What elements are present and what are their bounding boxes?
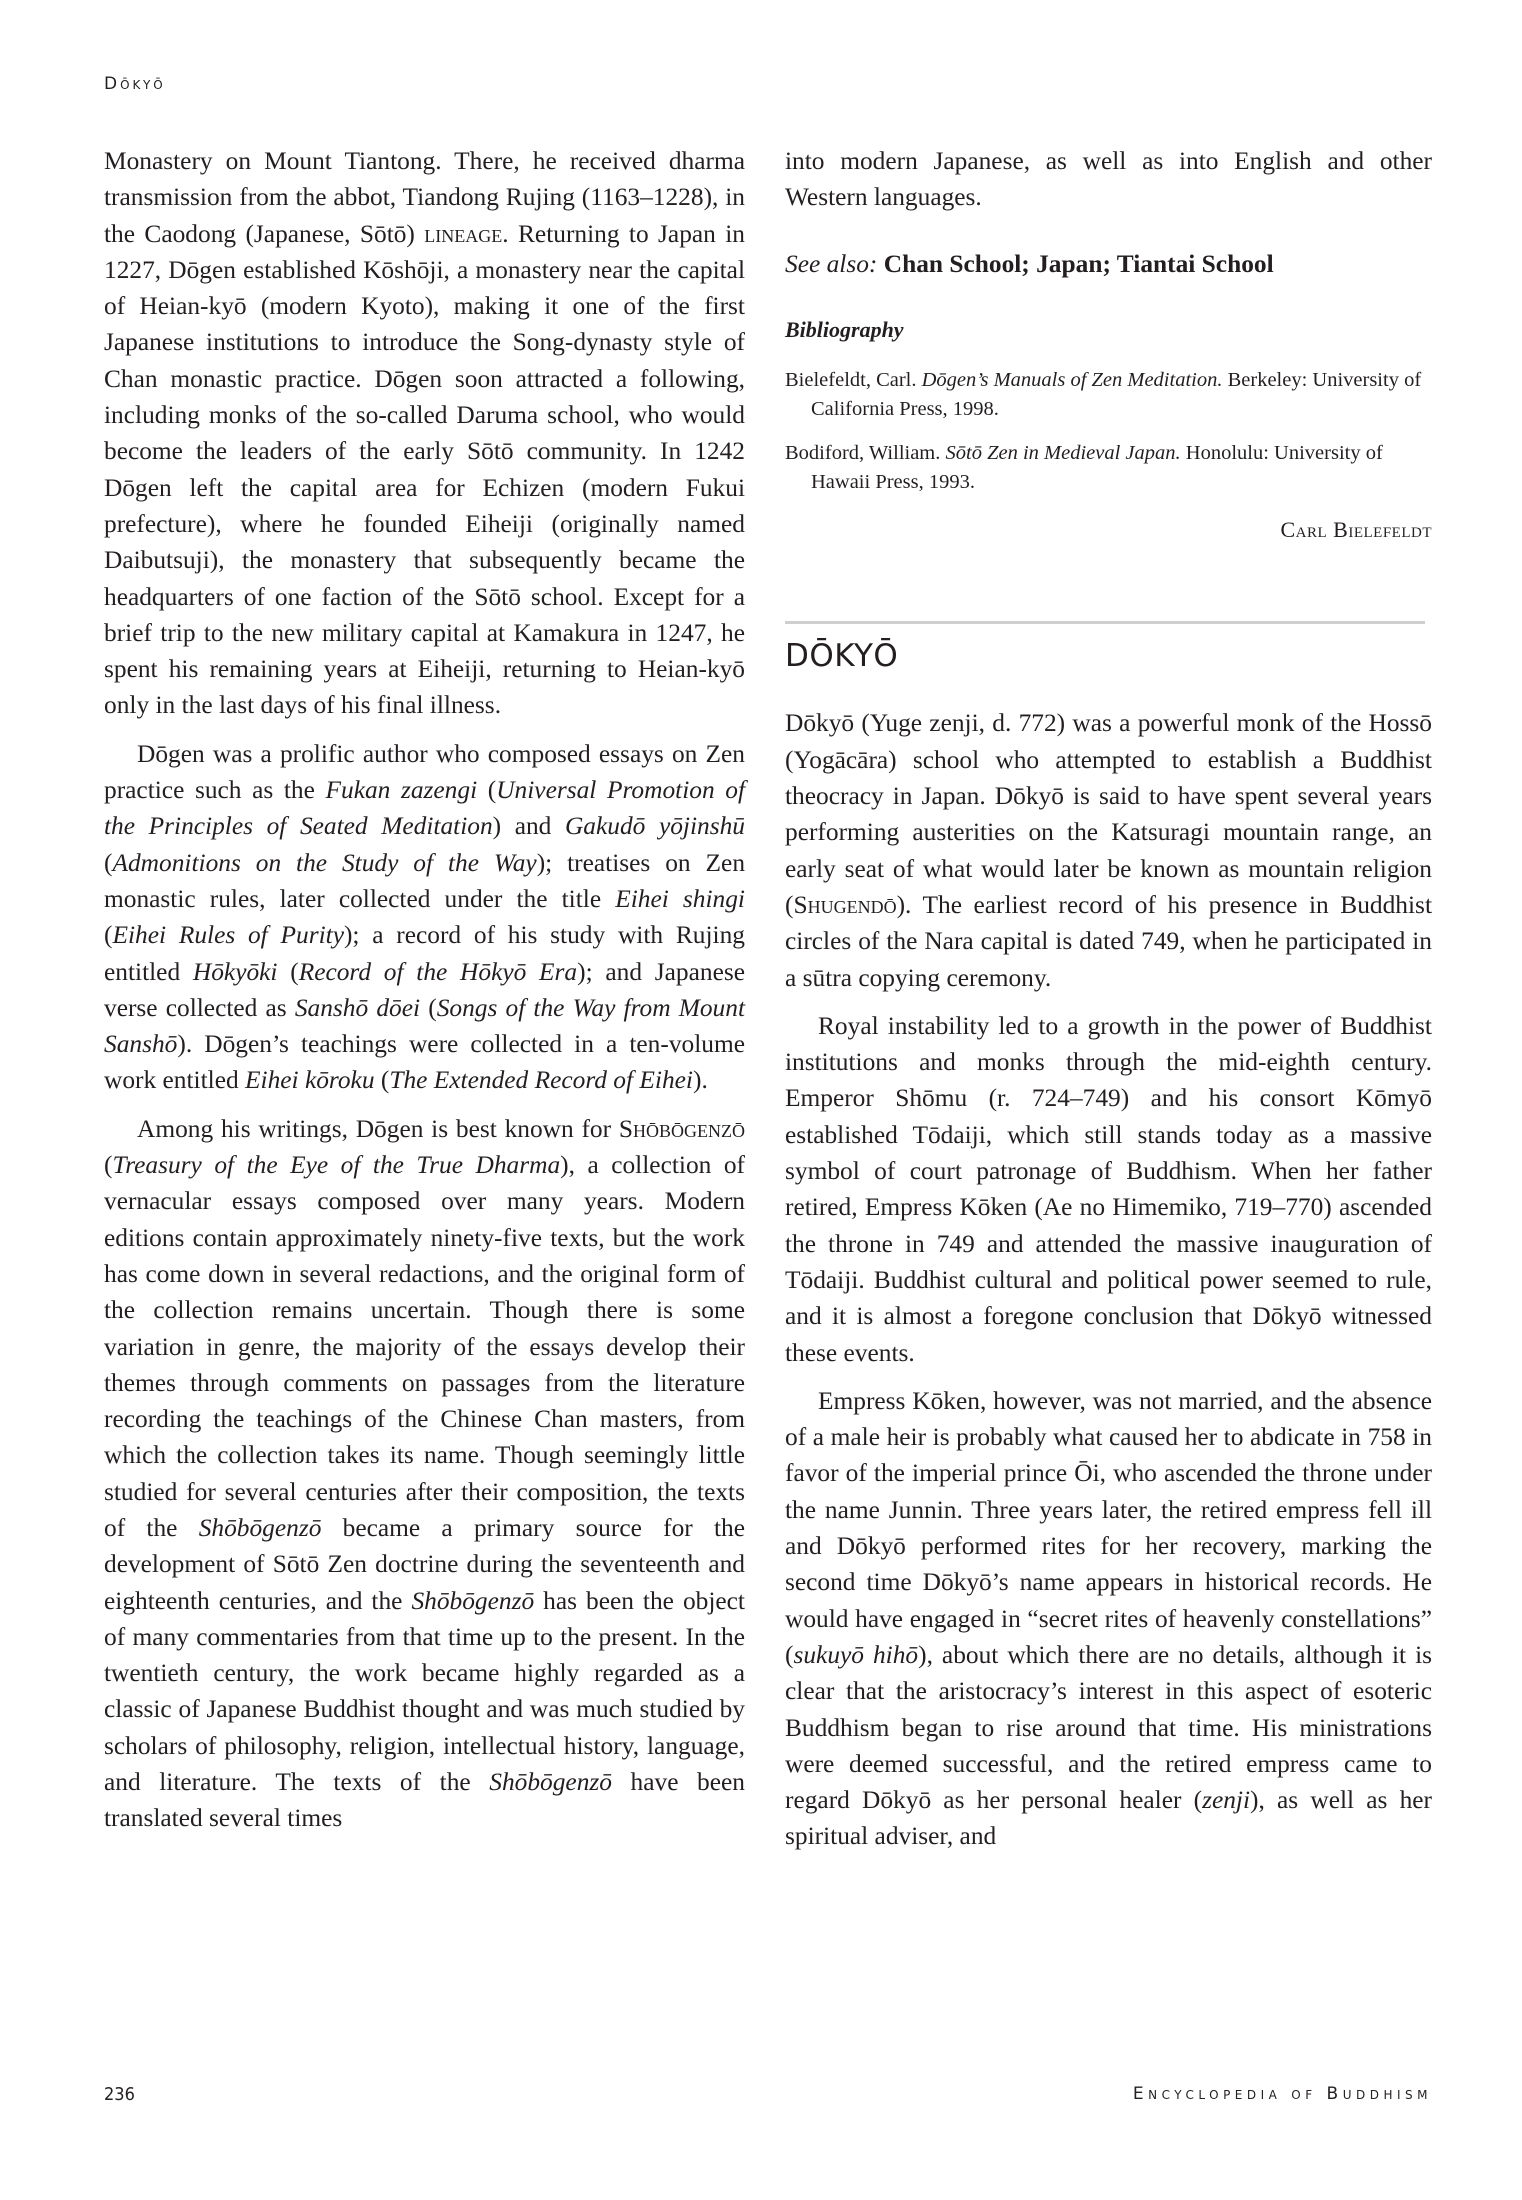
paragraph [104, 1111, 745, 1837]
text-run: Empress Kōken, however, was not married, and the absence of a male heir is probably what caused her to abdicate in 758 in favor of the imperial prince Ōi, who ascended the throne under the name Junnin. Three years later, the retired empress fell ill and Dōkyō performed rites for her recovery, marking the second time Dōkyō’s name appears in historical records. He would have engaged in “secret rites of heavenly constellations” ( [785, 1386, 1432, 1669]
text-run: ); treatises on Zen monastic rules, later collected under the title [104, 848, 746, 913]
italic-title: Shōbōgenzō [411, 1586, 535, 1615]
text-run: ( [104, 848, 113, 877]
italic-title: zenji [1202, 1786, 1251, 1815]
text-run: Among his writings, Dōgen is best known for [137, 1114, 619, 1143]
bibliography-entry [785, 439, 1432, 497]
text-run: Dōgen was a prolific author who composed essays on Zen practice such as the [104, 739, 745, 805]
cross-reference-link[interactable]: Shugendō [793, 890, 897, 919]
bib-title: Dōgen’s Manuals of Zen Meditation. [921, 369, 1223, 392]
page-number: 236 [104, 2084, 135, 2105]
text-run: have been translated several times [104, 1768, 745, 1833]
italic-title: sukuyō hihō [793, 1640, 919, 1669]
text-run: ( [104, 1151, 113, 1180]
italic-title: Shōbōgenzō [489, 1768, 612, 1797]
text-run: Monastery on Mount Tiantong. There, he received dharma transmission from the abbot, Tiandong Rujing (1163–1228), in the Caodong (Japanese, Sōtō) [104, 147, 745, 248]
italic-title: Gakudō yōjinshū [564, 812, 745, 841]
text-run: ). The earliest record of his presence in Buddhist circles of the Nara capital is dated 749, when he participated in a sūtra copying ceremony. [785, 890, 1432, 992]
see-also-label: See also: [785, 249, 878, 278]
text-run: ( [420, 993, 437, 1022]
cross-reference-link[interactable]: Shōbōgenzō [618, 1114, 745, 1143]
italic-title: Songs of the Way from Mount Sanshō [104, 993, 745, 1059]
text-run: ( [477, 776, 497, 805]
bib-title: Sōtō Zen in Medieval Japan. [945, 442, 1181, 465]
italic-title: Eihei Rules of Purity [112, 921, 344, 950]
book-title: Encyclopedia of Buddhism [1132, 2084, 1432, 2104]
paragraph [104, 143, 745, 724]
paragraph [104, 736, 745, 1099]
see-also [785, 246, 1432, 282]
cross-reference-link[interactable]: lineage [424, 219, 503, 248]
running-head: Dōkyō [104, 74, 166, 94]
bibliography-entry [785, 366, 1432, 424]
text-run: ( [104, 921, 113, 950]
entry-title: DŌKYŌ [785, 638, 899, 675]
italic-title: Treasury of the Eye of the True Dharma [112, 1151, 561, 1180]
italic-title: Sanshō dōei [294, 993, 421, 1022]
italic-title: Hōkyōki [192, 957, 278, 986]
italic-title: Eihei shingi [615, 884, 745, 913]
text-run: ). [693, 1066, 708, 1095]
italic-title: Fukan zazengi [325, 776, 478, 805]
italic-title: Admonitions on the Study of the Way [112, 848, 537, 877]
bib-author: Bodiford, William. [785, 442, 946, 465]
bib-publisher: Berkeley: University of California Press, 1998. [811, 369, 1422, 421]
italic-title: Eihei kōroku [245, 1066, 375, 1095]
text-run: ( [374, 1066, 390, 1095]
see-also-links[interactable]: Chan School; Japan; Tiantai School [883, 249, 1274, 278]
bibliography-heading: Bibliography [785, 316, 904, 342]
text-run: ); and Japanese verse collected as [104, 957, 745, 1022]
paragraph [785, 1383, 1432, 1855]
text-run: ) and [492, 812, 565, 841]
italic-title: The Extended Record of Eihei [389, 1066, 693, 1095]
italic-title: Record of the Hōkyō Era [298, 957, 578, 986]
text-run: became a primary source for the development of Sōtō Zen doctrine during the seventeenth and eighteenth centuries, and the [104, 1513, 745, 1615]
text-run: . Returning to Japan in 1227, Dōgen established Kōshōji, a monastery near the capital of Heian-kyō (modern Kyoto), making it one of the first Japanese institutions to introduce the Song-dynasty style of Chan monastic practice. Dōgen soon attracted a following, including monks of the so-called Daruma school, who would become the leaders of the early Sōtō community. In 1242 Dōgen left the capital area for Echizen (modern Fukui prefecture), where he founded Eiheiji (originally named Daibutsuji), the monastery that subsequently became the headquarters of one faction of the Sōtō school. Except for a brief trip to the new military capital at Kamakura in 1247, he spent his remaining years at Eiheiji, returning to Heian-kyō only in the last days of his final illness. [104, 219, 745, 720]
text-run: ), a collection of vernacular essays composed over many years. Modern editions contain approximately ninety-five texts, but the work has come down in several redactions, and the original form of the collection remains uncertain. Though there is some variation in genre, the majority of the essays develop their themes through comments on passages from the literature recording the teachings of the Chinese Chan masters, from which the collection takes its name. Though seemingly little studied for several centuries after their composition, the texts of the [104, 1151, 745, 1542]
section-divider [785, 621, 1425, 624]
text-run: ); a record of his study with Rujing entitled [104, 921, 745, 986]
text-run: ( [277, 957, 299, 986]
italic-title: Shōbōgenzō [198, 1513, 322, 1542]
text-run: has been the object of many commentaries from that time up to the present. In the twentieth century, the work became highly regarded as a classic of Japanese Buddhist thought and was much studied by scholars of philosophy, religion, intellectual history, language, and literature. The texts of the [104, 1586, 745, 1797]
author-byline: Carl Bielefeldt [1280, 517, 1432, 543]
right-column [785, 143, 1432, 1867]
paragraph [785, 705, 1432, 995]
italic-title: Universal Promotion of the Principles of Seated Meditation [104, 776, 745, 841]
paragraph-continuation: into modern Japanese, as well as into English and other Western languages. [785, 147, 1432, 212]
text-run: Dōkyō (Yuge zenji, d. 772) was a powerful monk of the Hossō (Yogācāra) school who attempted to establish a Buddhist theocracy in Japan. Dōkyō is said to have spent several years performing austerities on the Katsuragi mountain range, an early seat of what would later be known as mountain religion ( [785, 709, 1432, 919]
text-run: ). Dōgen’s teachings were collected in a ten-volume work entitled [104, 1030, 745, 1095]
left-column [104, 143, 745, 1849]
text-run: ), about which there are no details, although it is clear that the aristocracy’s interest in this aspect of esoteric Buddhism began to rise around that time. His ministrations were deemed successful, and the retired empress came to regard Dōkyō as her personal healer ( [785, 1640, 1433, 1815]
paragraph [785, 1008, 1432, 1371]
text-run: ), as well as her spiritual adviser, and [785, 1786, 1432, 1851]
text-run: Royal instability led to a growth in the power of Buddhist institutions and monks through the mid-eighth century. Emperor Shōmu (r. 724–749) and his consort Kōmyō established Tōdaiji, which still stands today as a massive symbol of court patronage of Buddhism. When her father retired, Empress Kōken (Ae no Himemiko, 719–770) ascended the throne in 749 and attended the massive inauguration of Tōdaiji. Buddhist cultural and political power seemed to rule, and it is almost a foregone conclusion that Dōkyō witnessed these events. [785, 1011, 1432, 1367]
bib-publisher: Honolulu: University of Hawaii Press, 1993. [811, 442, 1383, 494]
bib-author: Bielefeldt, Carl. [785, 369, 922, 392]
